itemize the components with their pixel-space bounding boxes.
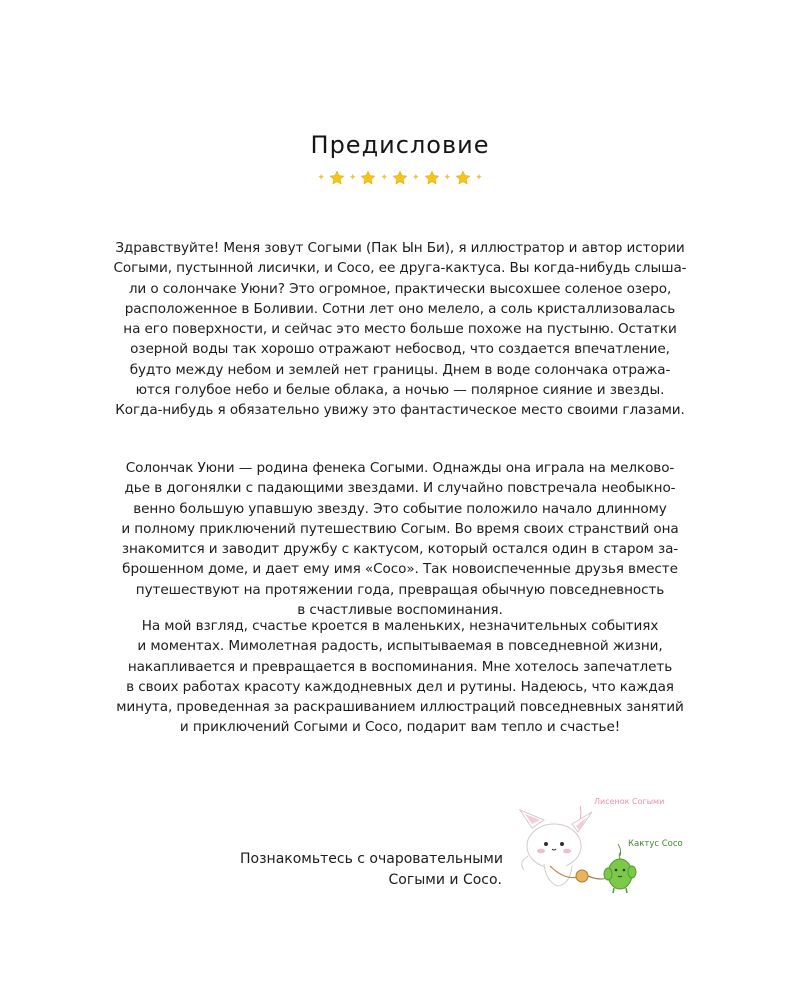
text-line: путешествуют на протяжении года, превращая обычную повседневность [135,581,665,598]
text-line: и приключений Согыми и Сосо, подарит вам тепло и счастье! [179,719,621,736]
page-title: Предисловие [310,131,490,159]
text-line: накапливается и превращается в воспоминания. Мне хотелось запечатлеть [127,658,673,675]
text-line: знакомится и заводит дружбу с кактусом, который остался один в старом за- [121,541,679,558]
text-line: расположенное в Боливии. Сотни лет оно мелело, а соль кристаллизовалась [124,300,676,317]
sparkle-icon: ✦ [317,173,325,183]
sparkle-icon: ✦ [412,173,420,183]
bag-icon [576,870,588,882]
text-line: в своих работах красоту каждодневных дел и рутины. Надеюсь, что каждая [126,678,674,695]
text-line: На мой взгляд, счастье кроется в маленьких, незначительных событиях [141,618,659,634]
text-line: и моментах. Мимолетная радость, испытываемая в повседневной жизни, [137,638,663,655]
text-line: Познакомьтесь с очаровательными [240,851,503,867]
sparkle-icon: ✦ [443,173,452,183]
paragraph-story [100,458,700,620]
text-line: дье в догонялки с падающими звездами. И случайно повстречала необыкно- [124,480,676,497]
text-line: Солончак Уюни — родина фенека Согыми. Однажды она играла на мелково- [125,460,675,476]
sparkle-icon: ✦ [348,173,357,183]
text-line: на его поверхности, и сейчас это место больше похоже на пустыню. Остатки [123,321,677,338]
fox-label: Лисенок Согыми [594,797,665,806]
cactus-icon [604,852,636,893]
star-divider [0,170,800,186]
text-line: Согыми и Сосо. [388,872,502,888]
star-icon [392,170,408,186]
star-icon [455,170,471,186]
paragraph-happiness [100,616,700,738]
star-icon [360,170,376,186]
sparkle-icon: ✦ [380,173,388,183]
fox-and-cactus-illustration [510,790,690,910]
paragraph-intro [100,238,700,421]
text-line: ли о солончаке Уюни? Это огромное, практически высохшее соленое озеро, [128,280,672,297]
text-line: Когда-нибудь я обязательно увижу это фантастическое место своими глазами. [115,402,685,419]
star-icon [329,170,345,186]
text-line: Здравствуйте! Меня зовут Согыми (Пак Ын Би), я иллюстратор и автор истории [115,240,685,256]
text-line: ются голубое небо и белые облака, а ночью — полярное сияние и звезды. [135,382,665,399]
star-icon [424,170,440,186]
text-line: будто между небом и землей нет границы. Днем в воде солончака отража- [129,361,671,378]
text-line: брошенном доме, и дает ему имя «Сосо». Так новоиспеченные друзья вместе [122,561,678,578]
cactus-label: Кактус Сосо [628,839,683,849]
text-line: венно большую упавшую звезду. Это событие положило начало длинному [133,500,667,517]
text-line: и полному приключений путешествию Согым. Во время своих странствий она [121,520,679,537]
text-line: минута, проведенная за раскрашиванием иллюстраций повседневных занятий [116,699,684,716]
meet-caption [240,849,502,891]
fox-label-pointer [580,806,581,820]
text-line: Согыми, пустынной лисички, и Сосо, ее друга-кактуса. Вы когда-нибудь слыша- [113,260,687,277]
text-line: озерной воды так хорошо отражают небосвод, что создается впечатление, [130,341,670,358]
sparkle-icon: ✦ [475,173,483,183]
text-line: в счастливые воспоминания. [297,602,503,619]
